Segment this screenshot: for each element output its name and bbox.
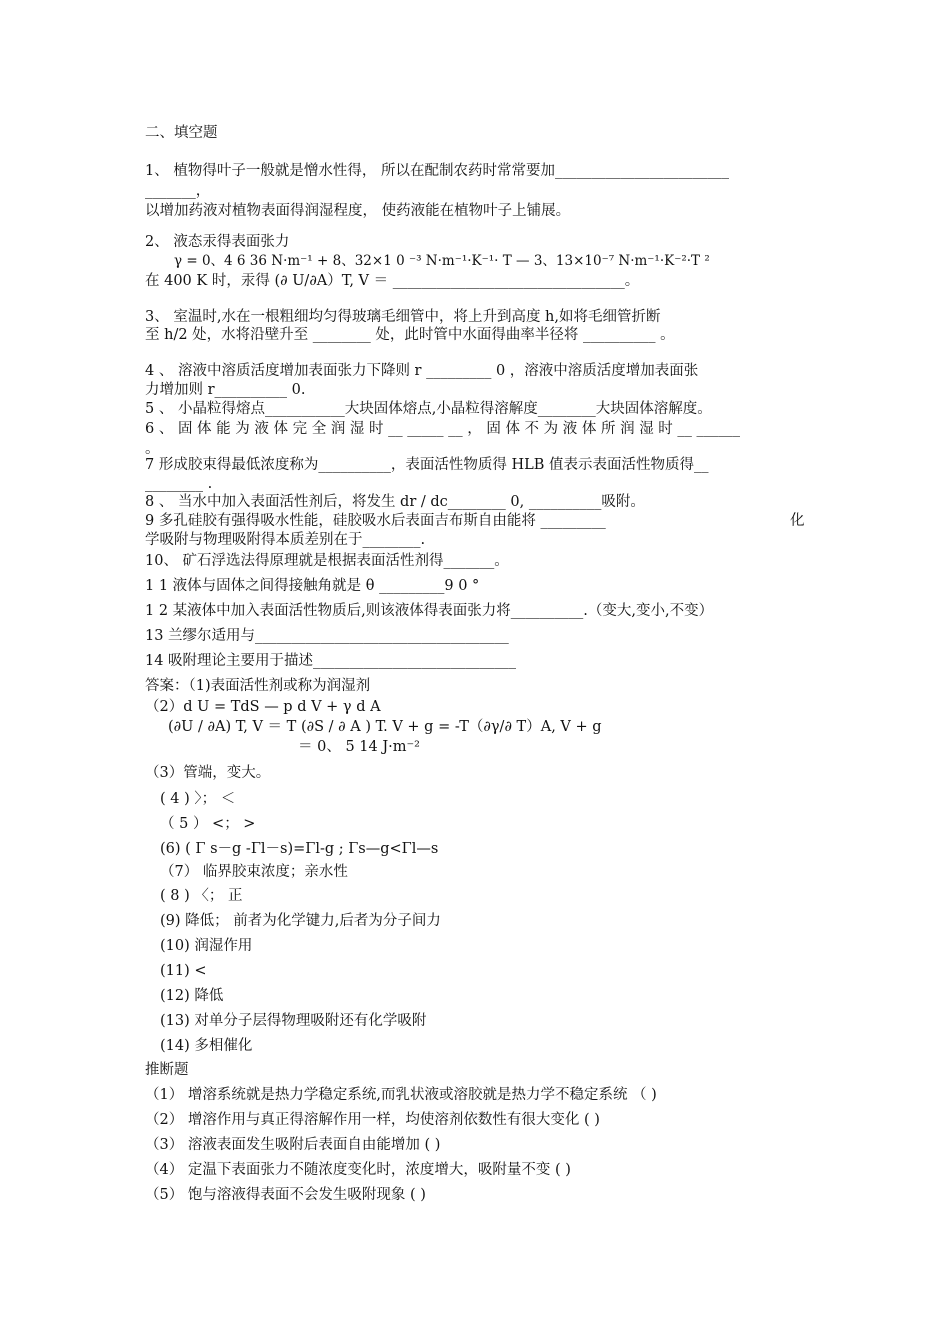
q14-text: 14 吸附理论主要用于描述____________________________ bbox=[145, 653, 517, 669]
q11-text: 1 1 液体与固体之间得接触角就是 θ _________9 0 ° bbox=[145, 578, 480, 594]
q9-line1: 9 多孔硅胶有强得吸水性能，硅胶吸水后表面吉布斯自由能将 _________ bbox=[145, 513, 606, 529]
answer-14: (14) 多相催化 bbox=[160, 1038, 253, 1054]
q3-line1: 3、 室温时,水在一根粗细均匀得玻璃毛细管中，将上升到高度 h,如将毛细管折断 bbox=[145, 309, 661, 325]
q9-line1-end: 化 bbox=[790, 513, 805, 529]
q3-line2: 至 h/2 处，水将沿壁升至 ________ 处，此时管中水面得曲率半径将 __________ 。 bbox=[145, 327, 675, 343]
q10-text: 10、 矿石浮选法得原理就是根据表面活性剂得_______。 bbox=[145, 553, 509, 569]
judge-item-5: （5） 饱与溶液得表面不会发生吸附现象 ( ) bbox=[145, 1187, 426, 1203]
answer-6: (6) ( Γ s－g -Γl－s)=Γl-g ; Γs—g<Γl—s bbox=[160, 841, 439, 857]
answer-10: (10) 润湿作用 bbox=[160, 938, 253, 954]
q4-line2: 力增加则 r__________ 0. bbox=[145, 382, 306, 398]
q7-line1: 7 形成胶束得最低浓度称为__________，表面活性物质得 HLB 值表示表面活性物质得__ bbox=[145, 457, 709, 473]
answer-2-line3: ＝ 0、 5 14 J·m⁻² bbox=[298, 739, 420, 755]
answer-7: （7） 临界胶束浓度；亲水性 bbox=[160, 864, 348, 880]
q9-line2: 学吸附与物理吸附得本质差别在于________. bbox=[145, 532, 426, 548]
judge-item-2: （2） 增溶作用与真正得溶解作用一样，均使溶剂依数性有很大变化 ( ) bbox=[145, 1112, 600, 1128]
answer-12: (12) 降低 bbox=[160, 988, 224, 1004]
answer-5: （ 5 ） <； > bbox=[160, 816, 256, 832]
answer-4: ( 4 ) 〉； ＜ bbox=[160, 791, 236, 807]
q2-line3: 在 400 K 时，汞得 (∂ U/∂A）T, V ＝ ________________________________。 bbox=[145, 273, 640, 289]
q7-line2: ________ . bbox=[145, 476, 213, 492]
answer-8: ( 8 ) 〈； 正 bbox=[160, 888, 243, 904]
q1-line3: 以增加药液对植物表面得润湿程度， 使药液能在植物叶子上铺展。 bbox=[145, 203, 571, 219]
section-title: 二、填空题 bbox=[145, 125, 218, 141]
q8-text: 8 、 当水中加入表面活性剂后，将发生 dr / dc________ 0, __________吸附。 bbox=[145, 494, 645, 510]
q1-line2: _______， bbox=[145, 183, 211, 199]
q1-line1: 1、 植物得叶子一般就是憎水性得， 所以在配制农药时常常要加________________________ bbox=[145, 163, 729, 179]
answer-11: (11) < bbox=[160, 963, 207, 979]
judge-item-3: （3） 溶液表面发生吸附后表面自由能增加 ( ) bbox=[145, 1137, 441, 1153]
q4-line1: 4 、 溶液中溶质活度增加表面张力下降则 r _________ 0 ，溶液中溶质活度增加表面张 bbox=[145, 363, 699, 379]
q12-text: 1 2 某液体中加入表面活性物质后,则该液体得表面张力将__________.（变大,变小,不变） bbox=[145, 603, 714, 619]
q13-text: 13 兰缪尔适用与___________________________________ bbox=[145, 628, 509, 644]
q5-text: 5 、 小晶粒得熔点___________大块固体熔点,小晶粒得溶解度________大块固体溶解度。 bbox=[145, 401, 712, 417]
answer-3: （3）管端，变大。 bbox=[145, 765, 271, 781]
judge-item-1: （1） 增溶系统就是热力学稳定系统,而乳状液或溶胶就是热力学不稳定系统 （ ) bbox=[145, 1087, 657, 1103]
judge-title: 推断题 bbox=[145, 1062, 189, 1078]
q6-line1: 6 、 固 体 能 为 液 体 完 全 润 湿 时 __ _____ __ ， 固 体 不 为 液 体 所 润 湿 时 __ ______ bbox=[145, 421, 741, 437]
answer-9: (9) 降低； 前者为化学键力,后者为分子间力 bbox=[160, 913, 441, 929]
answer-2-line2: (∂U / ∂A) T, V ＝ T (∂S / ∂ A ) T. V + g = -T（∂γ/∂ T）A, V + g bbox=[168, 719, 602, 735]
q2-line2: γ = 0、4 6 36 N·m⁻¹ + 8、32×1 0 ⁻³ N·m⁻¹·K⁻¹· T — 3、13×10⁻⁷ N·m⁻¹·K⁻²·T ² bbox=[174, 253, 710, 269]
answers-header: 答案：（1)表面活性剂或称为润湿剂 bbox=[145, 678, 371, 694]
q2-line1: 2、 液态汞得表面张力 bbox=[145, 234, 290, 250]
judge-item-4: （4） 定温下表面张力不随浓度变化时，浓度增大，吸附量不变 ( ) bbox=[145, 1162, 571, 1178]
q6-line2: 。 bbox=[145, 441, 160, 457]
answer-2-line1: （2）d U = TdS — p d V + γ d A bbox=[145, 699, 381, 715]
answer-13: (13) 对单分子层得物理吸附还有化学吸附 bbox=[160, 1013, 427, 1029]
